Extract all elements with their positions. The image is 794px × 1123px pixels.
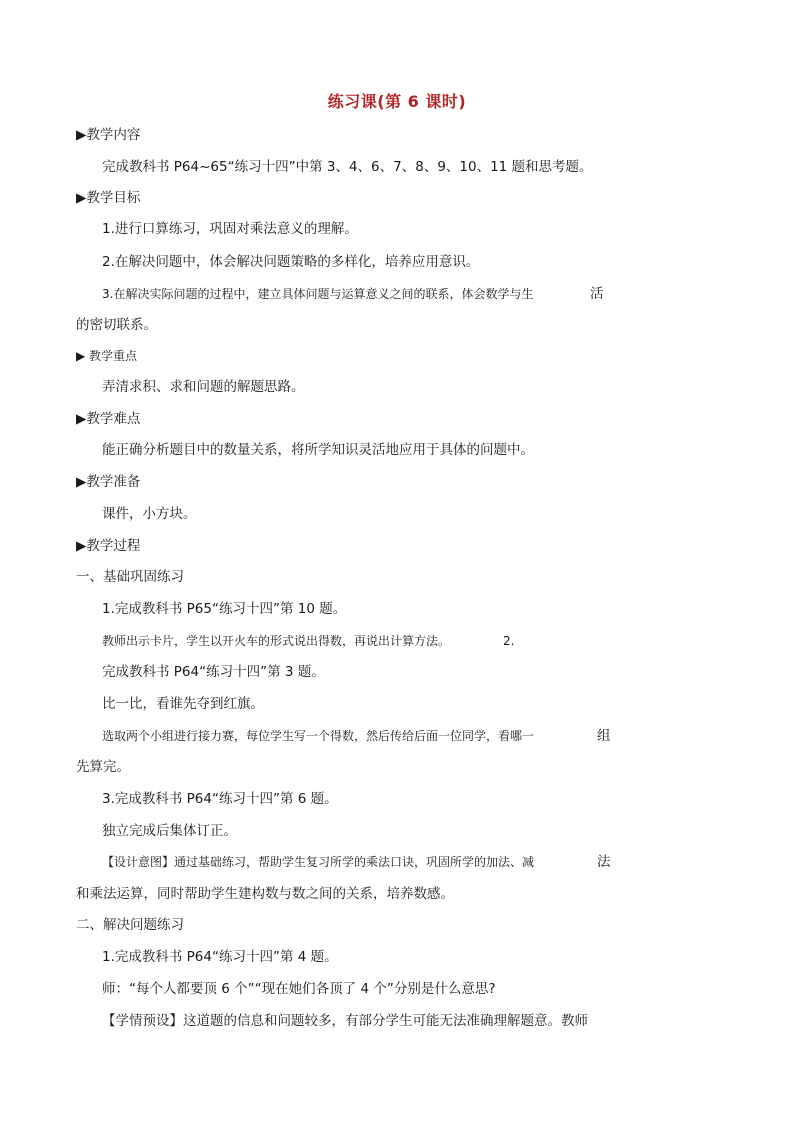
section-heading-process: ▶教学过程 bbox=[76, 538, 141, 554]
part-1-item-2-detail-tail: 组 bbox=[597, 728, 611, 744]
key-text: 弄清求积、求和问题的解题思路。 bbox=[102, 379, 305, 395]
part-1-item-2-desc: 比一比，看谁先夺到红旗。 bbox=[102, 696, 264, 712]
section-heading-prep: ▶教学准备 bbox=[76, 474, 141, 490]
section-heading-difficulty: ▶教学难点 bbox=[76, 411, 141, 427]
part-1-item-1-desc: 教师出示卡片，学生以开火车的形式说出得数，再说出计算方法。 bbox=[102, 634, 451, 648]
goal-item-1: 1.进行口算练习，巩固对乘法意义的理解。 bbox=[102, 221, 358, 237]
section-heading-content: ▶教学内容 bbox=[76, 127, 141, 143]
design-intent: 【设计意图】通过基础练习，帮助学生复习所学的乘法口诀，巩固所学的加法、减 bbox=[102, 855, 535, 869]
goal-item-2: 2.在解决问题中，体会解决问题策略的多样化，培养应用意识。 bbox=[102, 254, 480, 270]
section-heading-key: ▶ 教学重点 bbox=[76, 349, 138, 363]
design-intent-tail: 法 bbox=[597, 854, 611, 870]
prep-text: 课件，小方块。 bbox=[102, 506, 197, 522]
part-1-item-2: 完成教科书 P64“练习十四”第 3 题。 bbox=[102, 664, 325, 680]
section-heading-goals: ▶教学目标 bbox=[76, 190, 141, 206]
difficulty-text: 能正确分析题目中的数量关系，将所学知识灵活地应用于具体的问题中。 bbox=[102, 442, 534, 458]
part-1-heading: 一、基础巩固练习 bbox=[76, 569, 184, 585]
content-text: 完成教科书 P64~65“练习十四”中第 3、4、6、7、8、9、10、11 题和思考题。 bbox=[102, 159, 593, 175]
part-2-heading: 二、解决问题练习 bbox=[76, 917, 184, 933]
goal-item-3-cont: 的密切联系。 bbox=[76, 317, 157, 333]
part-1-item-3: 3.完成教科书 P64“练习十四”第 6 题。 bbox=[102, 791, 338, 807]
page-title: 练习课(第 6 课时) bbox=[327, 92, 467, 111]
part-2-preview: 【学情预设】这道题的信息和问题较多，有部分学生可能无法准确理解题意。教师 bbox=[102, 1013, 588, 1029]
part-2-teacher-question: 师：“每个人都要顶 6 个”“现在她们各顶了 4 个”分别是什么意思? bbox=[102, 981, 496, 997]
goal-item-3-tail: 活 bbox=[590, 286, 604, 302]
part-2-item-1: 1.完成教科书 P64“练习十四”第 4 题。 bbox=[102, 949, 338, 965]
goal-item-3: 3.在解决实际问题的过程中，建立具体问题与运算意义之间的联系，体会数学与生 bbox=[102, 287, 534, 301]
part-1-item-2-number: 2. bbox=[503, 634, 515, 648]
part-1-item-1: 1.完成教科书 P65“练习十四”第 10 题。 bbox=[102, 601, 347, 617]
part-1-item-2-detail-cont: 先算完。 bbox=[76, 759, 130, 775]
part-1-item-2-detail: 选取两个小组进行接力赛，每位学生写一个得数，然后传给后面一位同学，看哪一 bbox=[102, 729, 535, 743]
design-intent-cont: 和乘法运算，同时帮助学生建构数与数之间的关系，培养数感。 bbox=[76, 886, 454, 902]
part-1-item-3-desc: 独立完成后集体订正。 bbox=[102, 823, 237, 839]
